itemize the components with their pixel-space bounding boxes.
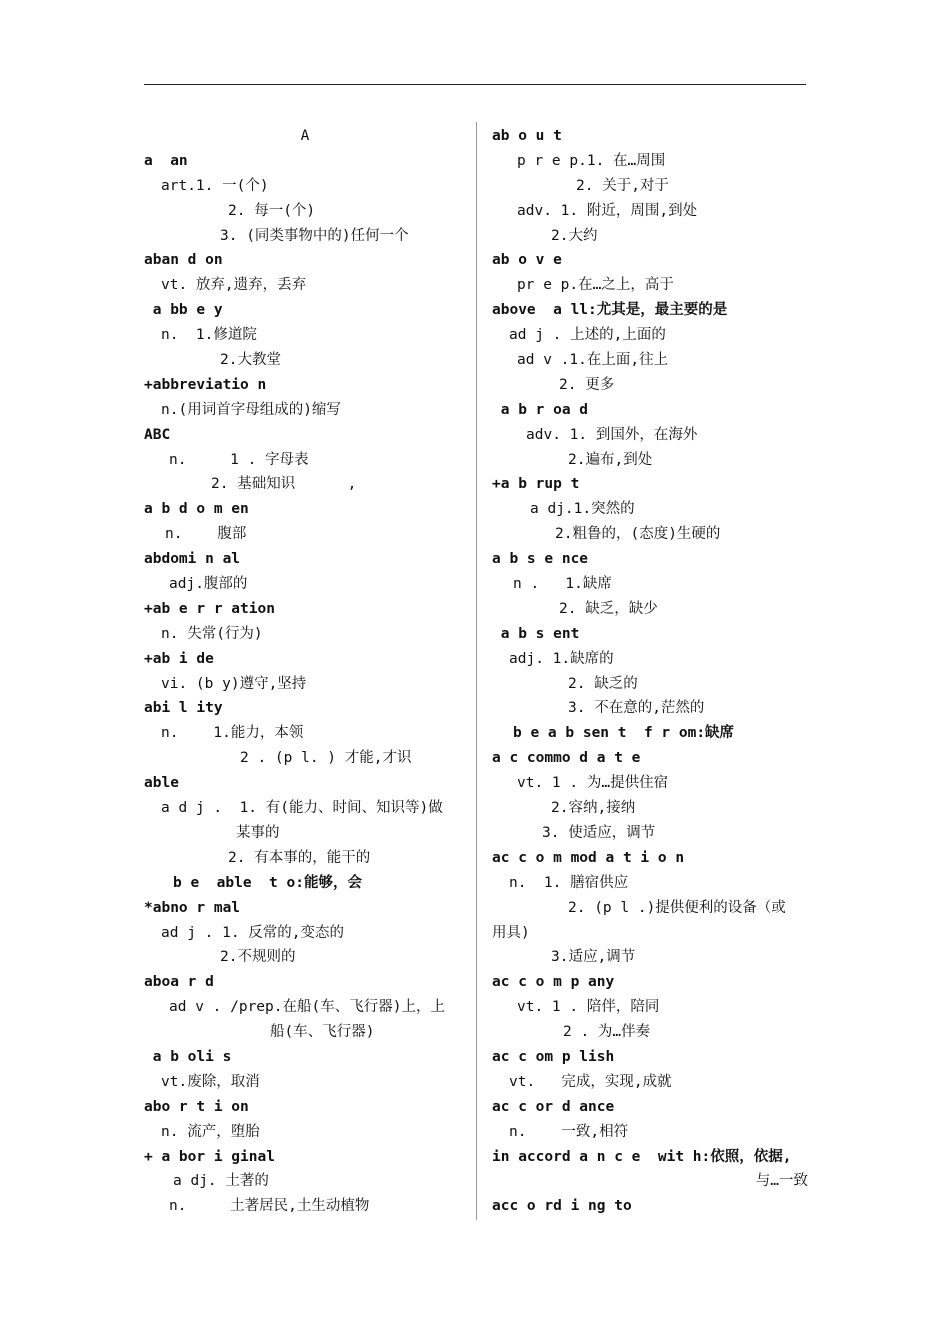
headword: ac c o m mod a t i o n [492,849,685,866]
sense-line: adv. 1. 到国外，在海外 [526,426,698,443]
sense-line: 2. 基础知识 , [211,476,357,493]
sense-line: vt.废除，取消 [161,1073,260,1090]
sense-line: n. 1. 膳宿供应 [509,874,629,891]
headword: ac c or d ance [492,1098,615,1115]
headword: + a bor i ginal [144,1148,275,1165]
sense-line: ad j . 1. 反常的,变态的 [161,924,345,941]
headword: a b oli s [144,1048,232,1065]
sense-line: p r e p.1. 在…周围 [517,152,666,169]
sense-line: ad v .1.在上面,往上 [517,352,669,369]
sense-line: ad v . /prep.在船(车、飞行器)上，上 [169,999,445,1016]
headword: acc o rd i ng to [492,1198,632,1215]
headword: abo r t i on [144,1098,249,1115]
headword: ab o u t [492,128,562,144]
sense-line: n. 腹部 [165,526,247,543]
header-rule [144,84,806,85]
sense-line: a dj.1.突然的 [530,501,635,518]
sense-line: 3. 不在意的,茫然的 [568,700,705,717]
sense-line: adv. 1. 附近，周围,到处 [517,202,698,219]
headword: *abno r mal [144,899,241,916]
sense-line: 3. 使适应，调节 [542,824,656,841]
sense-line: vt. 放弃,遗弃，丢弃 [161,277,307,294]
sense-line: 2 . (p l. ) 才能,才识 [240,750,412,767]
sense-line: 2. 关于,对于 [576,177,669,194]
headword: ABC [144,426,171,443]
sense-line: n . 1.缺席 [513,576,612,593]
sense-line: 2 . 为…伴奏 [563,1024,651,1041]
headword: +ab i de [144,650,214,667]
sense-line: adj. 1.缺席的 [509,650,614,667]
headword: a bb e y [144,302,223,319]
sense-line: n. 1 . 字母表 [169,451,309,468]
sense-line: 3.适应,调节 [551,949,636,966]
headword: ac c om p lish [492,1048,615,1065]
sense-line: 2. 有本事的，能干的 [228,849,371,866]
headword: a c commo d a t e [492,750,641,767]
sense-line: 2. 更多 [559,376,615,393]
headword: +ab e r r ation [144,600,275,617]
sense-line: 2.容纳,接纳 [551,800,636,817]
headword: a b r oa d [492,401,589,418]
sense-line: 船(车、飞行器) [270,1024,375,1041]
headword: above a ll:尤其是，最主要的是 [492,302,728,319]
right-column [492,124,808,1219]
sense-line: 2. 缺乏，缺少 [559,600,658,617]
sense-line: n. 流产，堕胎 [161,1123,260,1140]
sense-line: adj.腹部的 [169,576,248,593]
sense-line: n. 土著居民,土生动植物 [169,1198,370,1215]
sense-line: 2.不规则的 [220,949,296,966]
sense-line: 2. (p l .)提供便利的设备（或 [568,899,786,916]
sense-line: 2.大约 [551,227,598,244]
sense-line: pr e p.在…之上，高于 [517,277,674,294]
headword: +abbreviatio n [144,376,267,393]
sense-line: n. 1.修道院 [161,327,257,344]
sense-line: 用具) [492,924,530,941]
sense-line: ad j . 上述的,上面的 [509,327,666,344]
sense-line: n. 一致,相符 [509,1123,629,1140]
sense-line: 2.粗鲁的，(态度)生硬的 [555,526,721,543]
sense-line: vt. 完成，实现,成就 [509,1073,672,1090]
headword: able [144,775,179,792]
sense-line: vi. (b y)遵守,坚持 [161,675,307,692]
sense-line: 2. 缺乏的 [568,675,638,692]
sense-line: 2. 每一(个) [228,202,316,219]
sense-line: n.(用词首字母组成的)缩写 [161,401,341,418]
sense-line: 2.大教堂 [220,352,281,369]
headword: a b d o m en [144,501,249,518]
headword: +a b rup t [492,476,580,493]
sense-line: 某事的 [236,824,280,841]
headword: abi l ity [144,700,223,717]
sense-line: a dj. 土著的 [173,1173,269,1190]
section-letter: A [300,128,310,144]
sense-line: art.1. 一(个) [161,177,269,194]
headword: in accord a n c e wit h:依照，依据, [492,1148,792,1165]
headword: a b s ent [492,625,580,642]
sense-line: vt. 1 . 陪伴，陪同 [517,999,660,1016]
sense-line: a d j . 1. 有(能力、时间、知识等)做 [161,800,443,817]
sense-line: n. 1.能力，本领 [161,725,304,742]
headword: b e able t o:能够，会 [173,874,362,891]
headword: abdomi n al [144,551,241,568]
headword: b e a b sen t f r om:缺席 [513,725,735,742]
headword: ac c o m p any [492,974,615,991]
headword: ab o v e [492,252,562,269]
headword: aboa r d [144,974,214,991]
headword: a an [144,152,188,169]
sense-line: 与…一致 [755,1173,808,1190]
headword: aban d on [144,252,223,269]
headword: a b s e nce [492,551,589,568]
sense-line: 2.遍布,到处 [568,451,653,468]
sense-line: 3. (同类事物中的)任何一个 [220,227,409,244]
sense-line: vt. 1 . 为…提供住宿 [517,775,669,792]
sense-line: n. 失常(行为) [161,625,263,642]
column-divider [476,122,477,1220]
left-column [144,124,466,1219]
